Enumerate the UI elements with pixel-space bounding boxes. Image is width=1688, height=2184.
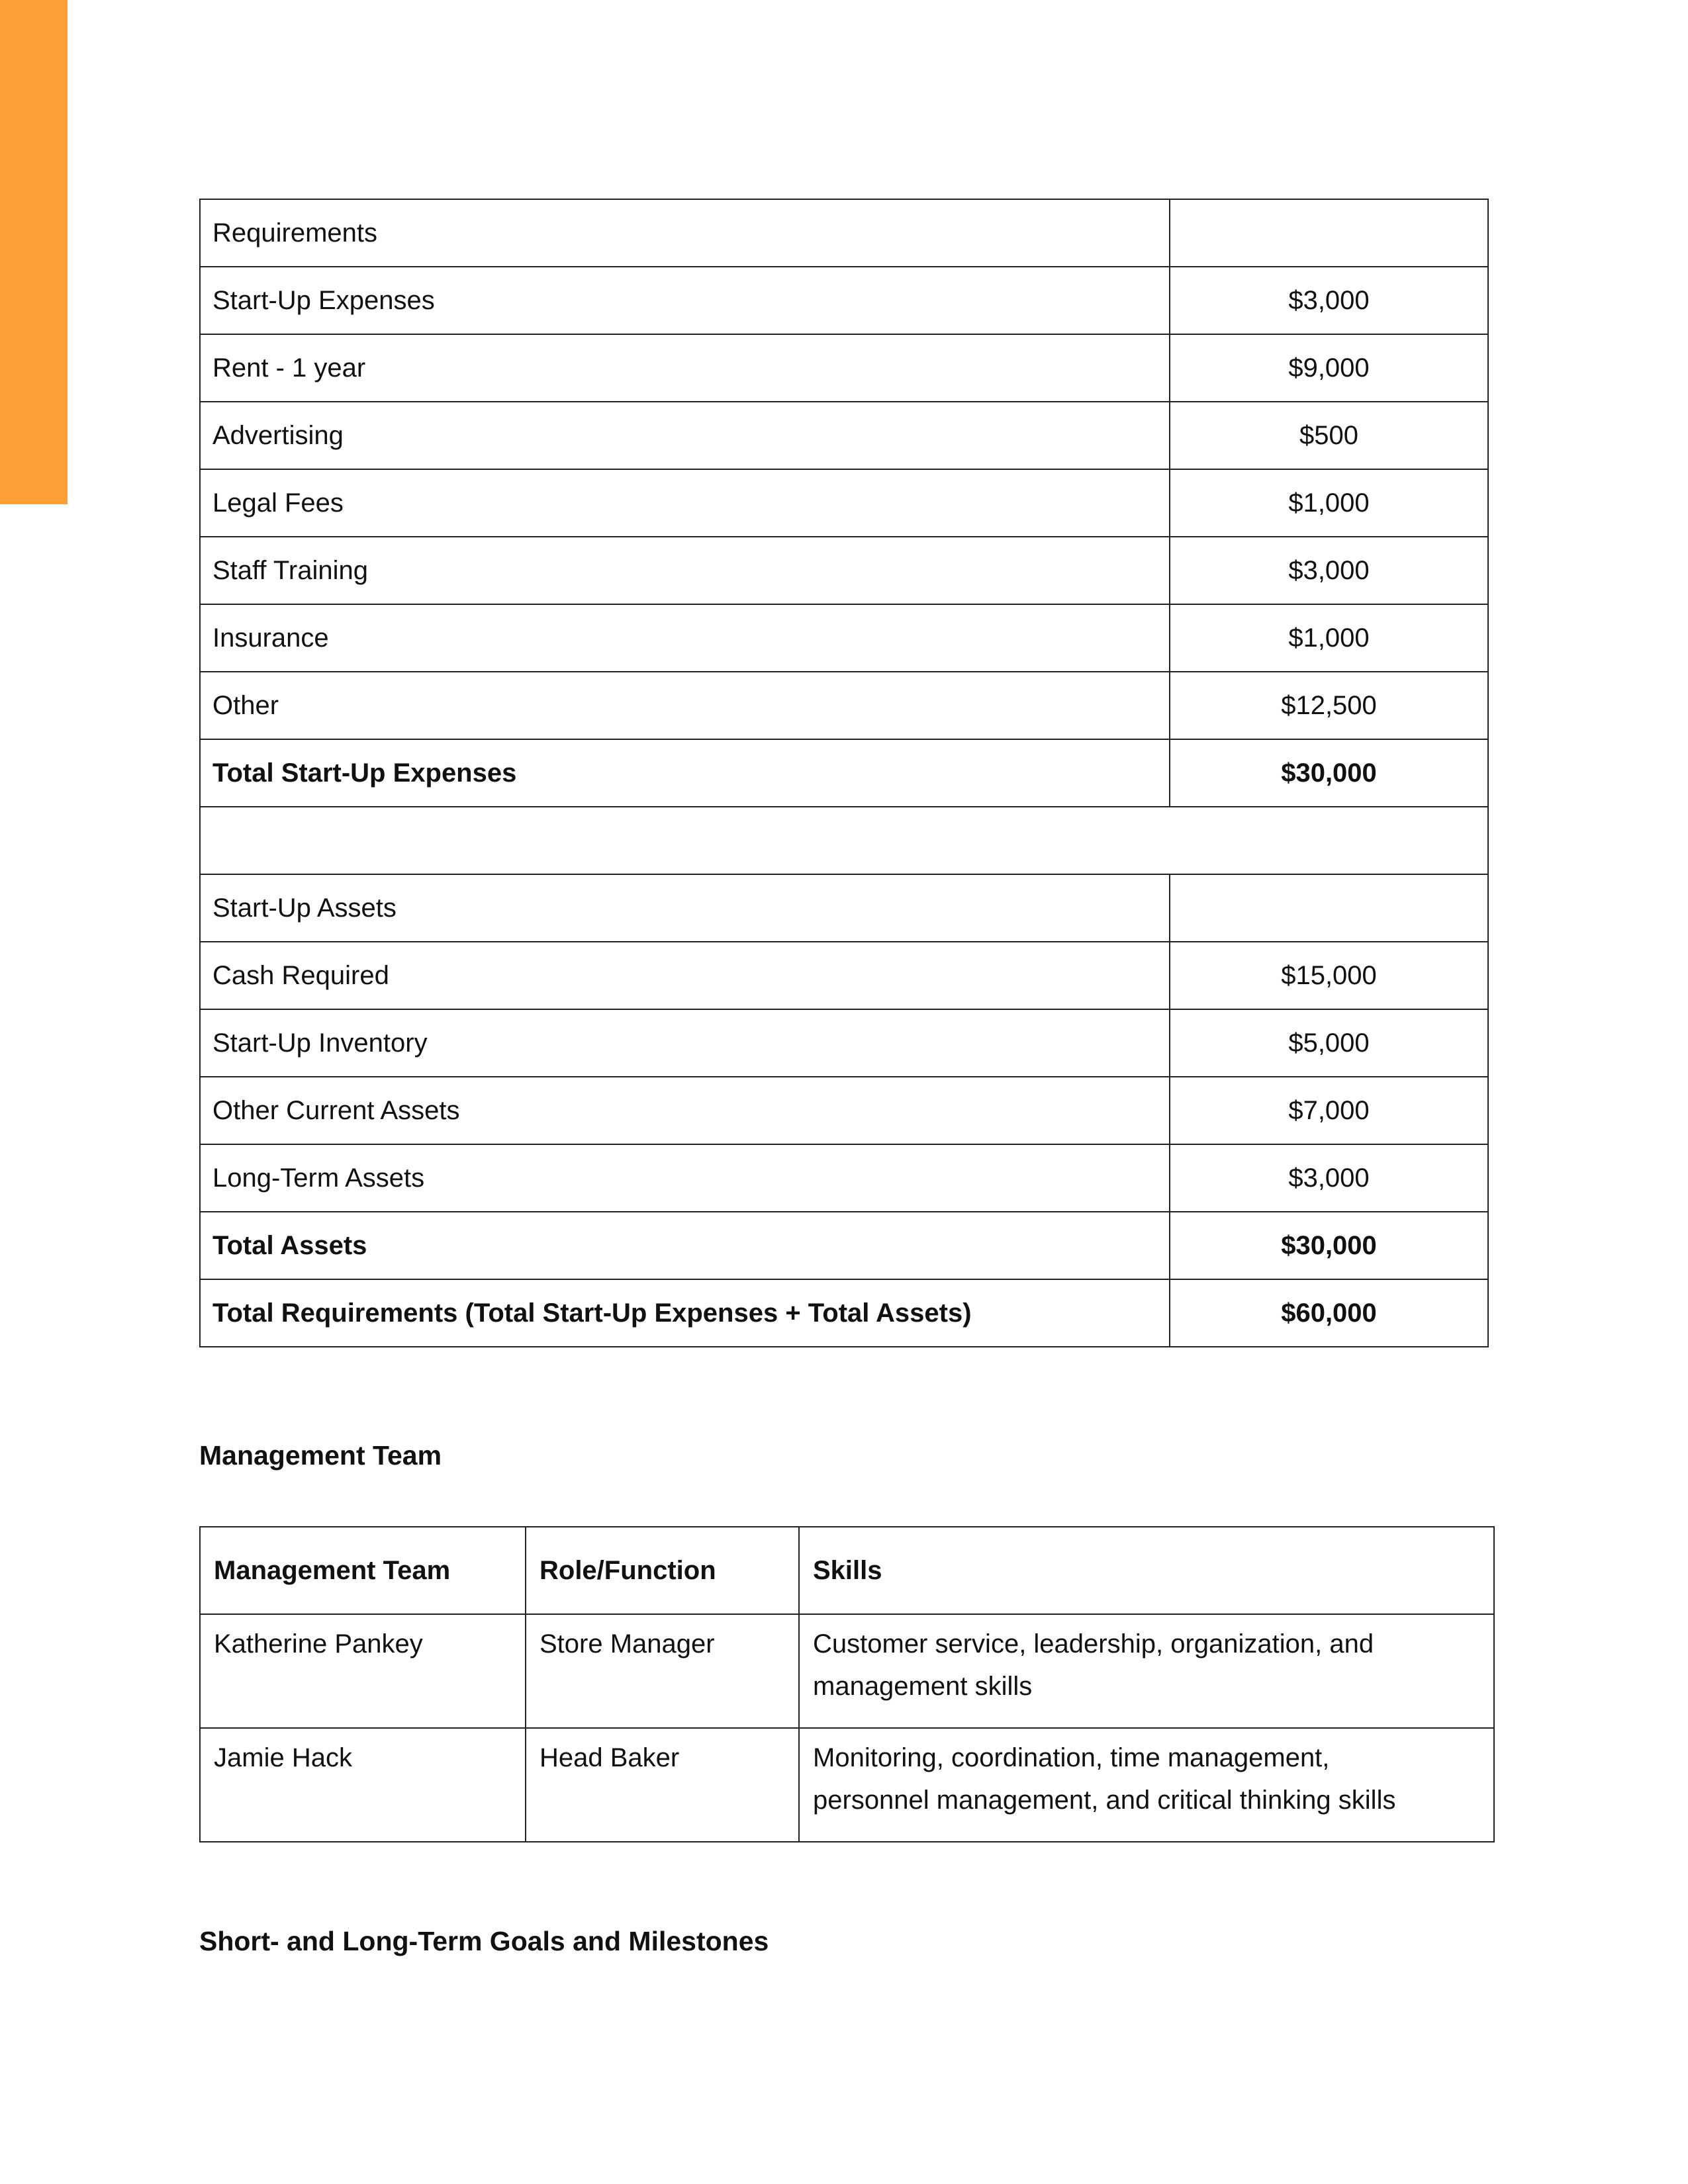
- spacer-cell: [200, 807, 1488, 874]
- spacer-row: [200, 807, 1488, 874]
- row-label: Total Assets: [200, 1212, 1170, 1279]
- table-header-row: [200, 1527, 1494, 1614]
- grand-total-row: [200, 1279, 1488, 1347]
- row-amount: $500: [1170, 402, 1488, 469]
- member-role: Head Baker: [526, 1728, 799, 1842]
- row-amount: $3,000: [1170, 267, 1488, 334]
- table-row: [200, 1077, 1488, 1144]
- row-label: Other: [200, 672, 1170, 739]
- row-amount: $30,000: [1170, 1212, 1488, 1279]
- skills-line: management skills: [813, 1672, 1033, 1701]
- row-label: Requirements: [200, 199, 1170, 267]
- table-row: [200, 874, 1488, 942]
- row-label: Legal Fees: [200, 469, 1170, 537]
- row-amount: $3,000: [1170, 1144, 1488, 1212]
- management-team-heading: Management Team: [199, 1440, 442, 1471]
- table-row: [200, 672, 1488, 739]
- row-amount: [1170, 874, 1488, 942]
- table-row: [200, 402, 1488, 469]
- table-row: [200, 334, 1488, 402]
- table-row: [200, 1614, 1494, 1728]
- table-row: [200, 537, 1488, 604]
- row-label: Start-Up Assets: [200, 874, 1170, 942]
- row-label: Other Current Assets: [200, 1077, 1170, 1144]
- column-header-skills: Skills: [799, 1527, 1494, 1614]
- table-row: [200, 1144, 1488, 1212]
- table-row: [200, 604, 1488, 672]
- table-row: [200, 469, 1488, 537]
- table-row: [200, 267, 1488, 334]
- row-amount: $7,000: [1170, 1077, 1488, 1144]
- table-row: [200, 1728, 1494, 1842]
- accent-bar: [0, 0, 68, 504]
- row-label: Cash Required: [200, 942, 1170, 1009]
- row-amount: [1170, 199, 1488, 267]
- row-amount: $60,000: [1170, 1279, 1488, 1347]
- row-label: Staff Training: [200, 537, 1170, 604]
- row-amount: $1,000: [1170, 604, 1488, 672]
- row-amount: $9,000: [1170, 334, 1488, 402]
- table-row: [200, 199, 1488, 267]
- member-name: Jamie Hack: [200, 1728, 526, 1842]
- startup-requirements-table: [199, 199, 1489, 1347]
- row-amount: $1,000: [1170, 469, 1488, 537]
- row-amount: $12,500: [1170, 672, 1488, 739]
- row-label: Total Requirements (Total Start-Up Expenses + Total Assets): [200, 1279, 1170, 1347]
- member-skills: [799, 1728, 1494, 1842]
- row-label: Start-Up Inventory: [200, 1009, 1170, 1077]
- total-row: [200, 1212, 1488, 1279]
- row-label: Rent - 1 year: [200, 334, 1170, 402]
- row-amount: $15,000: [1170, 942, 1488, 1009]
- member-skills: [799, 1614, 1494, 1728]
- row-label: Insurance: [200, 604, 1170, 672]
- member-role: Store Manager: [526, 1614, 799, 1728]
- skills-line: Monitoring, coordination, time management,: [813, 1743, 1330, 1772]
- member-name: Katherine Pankey: [200, 1614, 526, 1728]
- row-label: Long-Term Assets: [200, 1144, 1170, 1212]
- goals-heading: Short- and Long-Term Goals and Milestones: [199, 1926, 769, 1956]
- column-header-name: Management Team: [200, 1527, 526, 1614]
- total-row: [200, 739, 1488, 807]
- table-row: [200, 1009, 1488, 1077]
- row-label: Start-Up Expenses: [200, 267, 1170, 334]
- column-header-role: Role/Function: [526, 1527, 799, 1614]
- table-row: [200, 942, 1488, 1009]
- row-amount: $3,000: [1170, 537, 1488, 604]
- skills-line: Customer service, leadership, organization, and: [813, 1629, 1374, 1659]
- row-label: Advertising: [200, 402, 1170, 469]
- row-label: Total Start-Up Expenses: [200, 739, 1170, 807]
- row-amount: $5,000: [1170, 1009, 1488, 1077]
- row-amount: $30,000: [1170, 739, 1488, 807]
- management-team-table: [199, 1526, 1495, 1843]
- skills-line: personnel management, and critical thinking skills: [813, 1786, 1396, 1815]
